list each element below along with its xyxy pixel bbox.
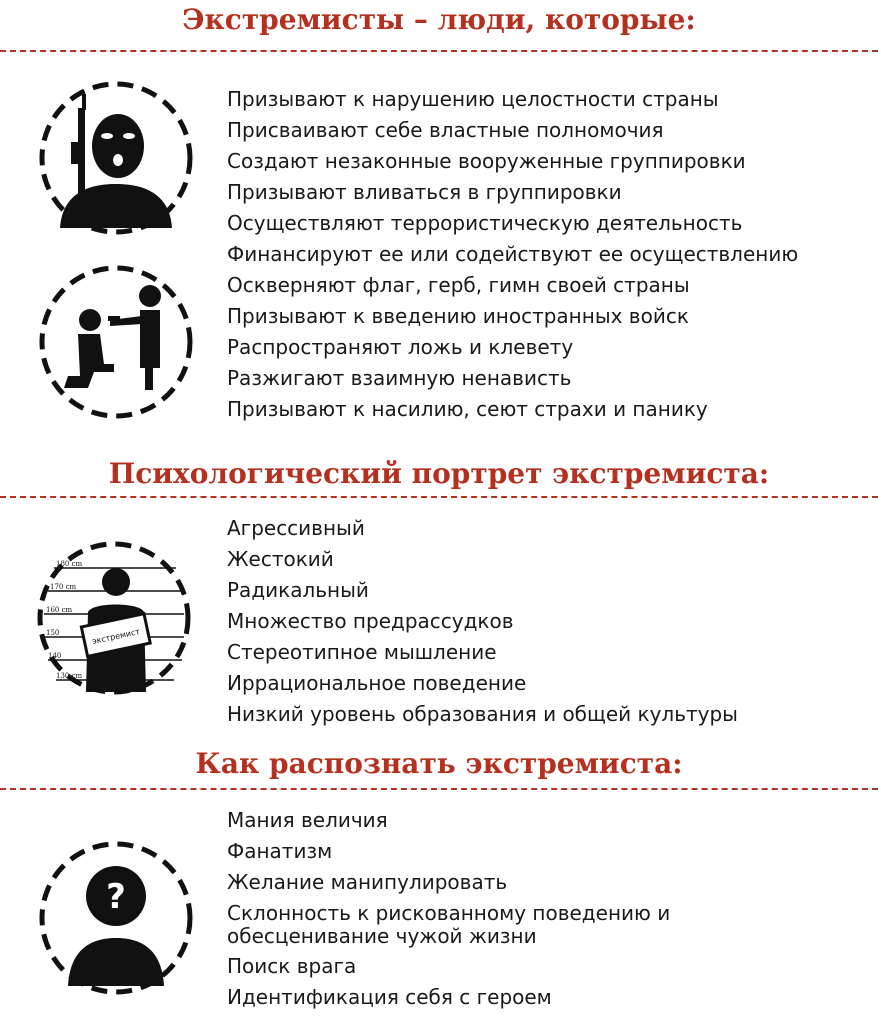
section-3-title: Как распознать экстремиста: <box>195 747 683 780</box>
hostage-at-gunpoint-icon <box>38 264 194 420</box>
unknown-person-icon <box>38 840 194 996</box>
list-item: Агрессивный <box>227 516 365 540</box>
height-label: 150 <box>46 629 60 637</box>
list-item: Осуществляют террористическую деятельность <box>227 211 743 235</box>
height-label: 170 cm <box>50 583 77 591</box>
list-item: Стереотипное мышление <box>227 640 497 664</box>
list-item: Жестокий <box>227 547 334 571</box>
question-mark: ? <box>106 877 126 917</box>
list-item: Низкий уровень образования и общей культуры <box>227 702 738 726</box>
height-label: 160 cm <box>46 606 73 614</box>
height-label: 130 cm <box>56 672 83 680</box>
section-1-title: Экстремисты – люди, которые: <box>182 3 696 36</box>
list-item: Радикальный <box>227 578 369 602</box>
list-item: Разжигают взаимную ненависть <box>227 366 572 390</box>
section-3-list <box>227 805 787 1013</box>
height-label: 180 cm <box>56 560 83 568</box>
list-item: Создают незаконные вооруженные группировки <box>227 149 746 173</box>
section-2-list <box>227 513 738 730</box>
police-lineup-icon <box>36 540 192 696</box>
section-2-divider <box>0 496 878 498</box>
list-item: Мания величия <box>227 808 388 832</box>
list-item: Фанатизм <box>227 839 333 863</box>
section-1-divider <box>0 50 878 52</box>
list-item: Финансируют ее или содействуют ее осуществлению <box>227 242 799 266</box>
list-item: Иррациональное поведение <box>227 671 527 695</box>
list-item: Желание манипулировать <box>227 870 508 894</box>
list-item: Призывают к введению иностранных войск <box>227 304 689 328</box>
height-label: 140 <box>48 652 62 660</box>
list-item: Присваивают себе властные полномочия <box>227 118 664 142</box>
list-item: Оскверняют флаг, герб, гимн своей страны <box>227 273 690 297</box>
section-3-divider <box>0 788 878 790</box>
list-item: Склонность к рискованному поведению и обесценивание чужой жизни <box>227 901 671 948</box>
section-1-list <box>227 84 798 425</box>
list-item: Распространяют ложь и клевету <box>227 335 574 359</box>
masked-gunman-icon <box>38 80 194 236</box>
list-item: Призывают к насилию, сеют страхи и панику <box>227 397 708 421</box>
list-item: Поиск врага <box>227 954 357 978</box>
list-item: Идентификация себя с героем <box>227 985 552 1009</box>
sign-label: экстремист <box>91 627 141 646</box>
section-2-title: Психологический портрет экстремиста: <box>108 457 770 490</box>
list-item: Призывают вливаться в группировки <box>227 180 622 204</box>
list-item: Призывают к нарушению целостности страны <box>227 87 719 111</box>
list-item: Множество предрассудков <box>227 609 514 633</box>
